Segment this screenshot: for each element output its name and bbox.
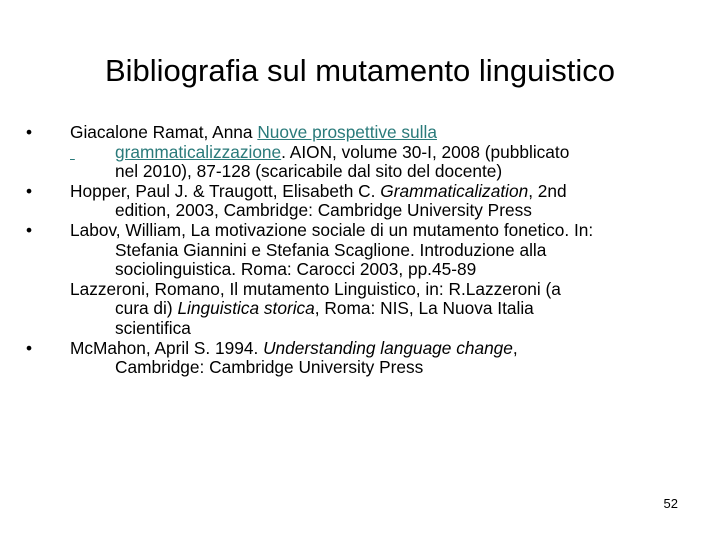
ref-line	[70, 123, 698, 143]
ref-link-indent-underline[interactable]	[70, 143, 115, 163]
bullet: •	[26, 337, 33, 358]
ref-line: edition, 2003, Cambridge: Cambridge University Press	[115, 200, 532, 221]
ref-line: Stefania Giannini e Stefania Scaglione. Introduzione alla	[115, 239, 547, 260]
ref-line	[70, 182, 698, 202]
page-number: 52	[663, 496, 678, 511]
ref-link[interactable]: Nuove prospettive sulla	[257, 122, 437, 142]
bullet: •	[26, 122, 33, 142]
list-item	[26, 182, 698, 221]
list-item	[26, 221, 698, 339]
ref-author: Giacalone Ramat, Anna	[70, 122, 258, 142]
ref-line: nel 2010), 87-128 (scaricabile dal sito del docente)	[115, 161, 503, 182]
ref-line: sociolinguistica. Roma: Carocci 2003, pp.45-89	[115, 259, 477, 280]
ref-line	[70, 299, 698, 319]
ref-line: scientifica	[115, 317, 191, 338]
ref-line: Labov, William, La motivazione sociale di un mutamento fonetico. In:	[70, 219, 594, 240]
bibliography-list	[26, 123, 698, 378]
ref-text: Hopper, Paul J. & Traugott, Elisabeth C.	[70, 180, 381, 201]
ref-line: Cambridge: Cambridge University Press	[115, 357, 424, 378]
ref-line	[70, 339, 698, 359]
bullet: •	[26, 219, 33, 240]
ref-text: McMahon, April S. 1994.	[70, 337, 264, 358]
ref-title: Grammaticalization	[380, 180, 529, 201]
ref-text: , Roma: NIS, La Nuova Italia	[314, 298, 534, 319]
ref-text: , 2nd	[528, 180, 567, 201]
list-item	[26, 339, 698, 378]
ref-line	[70, 143, 698, 163]
ref-title: Linguistica storica	[177, 298, 315, 319]
ref-text: . AION, volume 30-I, 2008 (pubblicato	[281, 141, 570, 162]
ref-link-continued[interactable]: grammaticalizzazione	[115, 141, 282, 162]
list-item	[26, 123, 698, 182]
ref-title: Understanding language change	[263, 337, 513, 358]
slide-title: Bibliografia sul mutamento linguistico	[104, 53, 616, 88]
bullet: •	[26, 180, 33, 201]
ref-text: ,	[512, 337, 518, 358]
ref-line: Lazzeroni, Romano, Il mutamento Linguistico, in: R.Lazzeroni (a	[70, 278, 561, 299]
ref-text: cura di)	[115, 298, 178, 319]
